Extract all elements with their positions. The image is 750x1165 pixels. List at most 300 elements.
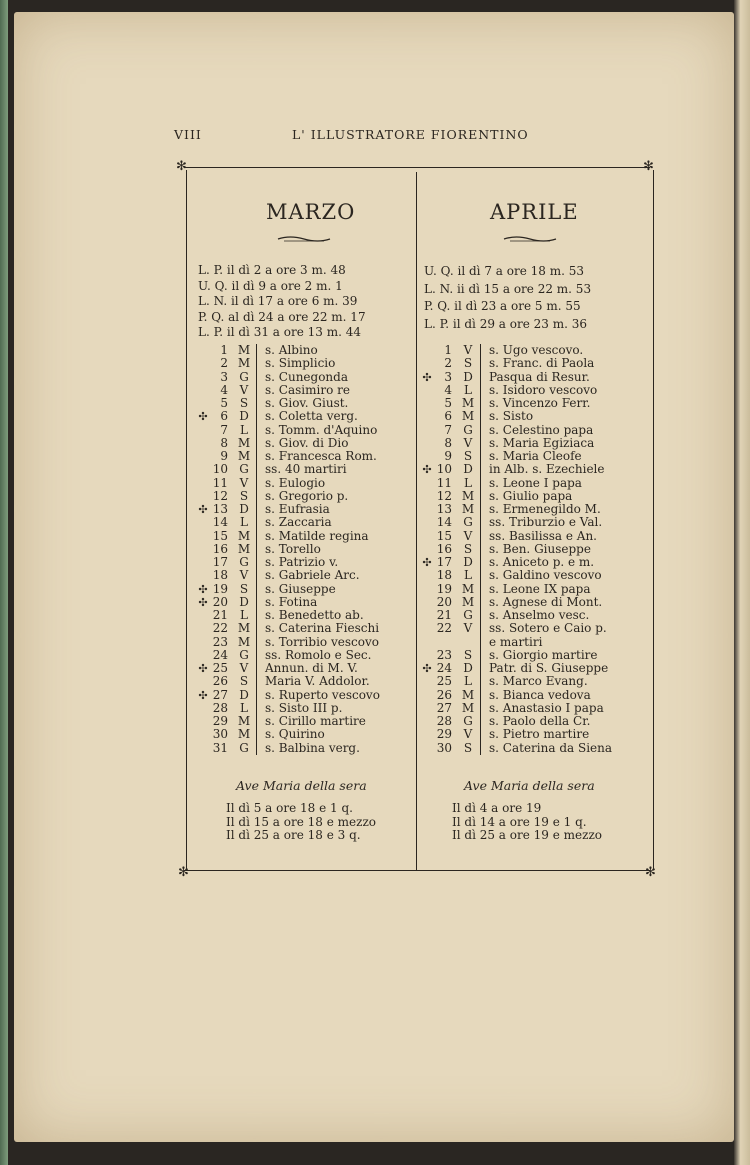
saint-name: s. Patrizio v. (257, 556, 380, 569)
weekday-letter: V (463, 435, 473, 450)
page-number: VIII (174, 127, 202, 142)
day-number: 21 (436, 608, 452, 622)
weekday-letter: S (239, 581, 249, 596)
weekday-letter: M (237, 356, 251, 371)
weekday-letter: L (240, 700, 248, 715)
day-number (436, 636, 456, 649)
frame-bottom-rule (184, 870, 650, 871)
saint-name: s. Vincenzo Ferr. (481, 397, 613, 410)
saint-name: Maria V. Addolor. (257, 675, 380, 688)
day-number: 5 (444, 396, 452, 410)
weekday-letter: D (239, 502, 249, 516)
saint-name: ss. Triburzio e Val. (481, 516, 613, 529)
day-number: 6 (444, 409, 452, 424)
moon-phase-line: L. N. ii dì 15 a ore 22 m. 53 (424, 281, 592, 296)
day-number: 21 (212, 608, 228, 622)
corner-ornament-br: ✻ (645, 865, 656, 880)
saint-name: ss. Sotero e Caio p. (481, 622, 613, 635)
calendar-row (418, 702, 612, 715)
calendar-row (418, 424, 612, 437)
weekday-letter: S (239, 396, 249, 410)
day-number: 19 (212, 581, 228, 596)
saint-name: s. Giulio papa (481, 490, 613, 503)
feast-mark (194, 675, 212, 688)
saint-name: s. Celestino papa (481, 424, 613, 437)
feast-mark (418, 583, 436, 596)
saint-name: s. Zaccaria (257, 516, 380, 529)
day-number: 2 (444, 356, 452, 371)
weekday-letter: S (463, 541, 473, 556)
weekday-letter: L (240, 608, 248, 622)
day-number: 11 (436, 475, 452, 490)
saint-name: s. Leone I papa (481, 477, 613, 490)
saint-name: s. Balbina verg. (257, 742, 380, 755)
frame-left-rule (186, 170, 187, 870)
saint-name: s. Anastasio I papa (481, 702, 613, 715)
day-number: 20 (436, 594, 452, 609)
day-number: 7 (444, 422, 452, 437)
day-number: 6 (220, 409, 228, 424)
saint-name: s. Tomm. d'Aquino (257, 424, 380, 437)
day-number: 8 (444, 435, 452, 450)
weekday-letter: M (461, 700, 475, 715)
day-number: 31 (212, 740, 228, 755)
day-number: 15 (436, 528, 452, 543)
calendar-row (194, 569, 380, 582)
ave-time-line: Il dì 5 a ore 18 e 1 q. (226, 801, 353, 815)
calendar-row (194, 437, 380, 450)
weekday-letter: M (461, 581, 475, 596)
weekday-letter: L (464, 674, 472, 689)
day-number: 29 (212, 714, 228, 728)
weekday-letter: S (463, 740, 473, 755)
feast-mark (418, 344, 436, 357)
weekday-letter: G (463, 422, 473, 437)
calendar-row (418, 543, 612, 556)
day-number: 16 (436, 541, 452, 556)
day-number: 15 (212, 528, 228, 543)
march-title: MARZO (266, 200, 356, 224)
weekday-letter: S (463, 449, 473, 463)
saint-name: s. Giov. Giust. (257, 397, 380, 410)
calendar-row (194, 530, 380, 543)
saint-name: s. Sisto III p. (257, 702, 380, 715)
weekday-letter: V (463, 727, 473, 742)
saint-name: s. Simplicio (257, 357, 380, 370)
day-number: 13 (436, 502, 452, 516)
day-number: 29 (436, 727, 452, 742)
day-number: 1 (220, 343, 228, 357)
weekday-letter: S (239, 488, 249, 503)
moon-phase-line: P. Q. al dì 24 a ore 22 m. 17 (198, 309, 366, 324)
calendar-row (194, 649, 380, 662)
feast-mark (194, 569, 212, 582)
saint-name: ss. Romolo e Sec. (257, 649, 380, 662)
day-number: 22 (436, 621, 452, 636)
weekday-letter: G (463, 515, 473, 530)
feast-mark (194, 384, 212, 397)
calendar-row (418, 556, 612, 569)
calendar-row (194, 410, 380, 423)
saint-name: s. Ugo vescovo. (481, 344, 613, 357)
saint-name: s. Eulogio (257, 477, 380, 490)
calendar-row (194, 490, 380, 503)
feast-mark (418, 702, 436, 715)
day-number: 18 (436, 568, 452, 583)
day-number: 4 (444, 382, 452, 397)
binding-edge (0, 0, 8, 1165)
feast-mark (418, 530, 436, 543)
feast-mark (194, 609, 212, 622)
saint-name: s. Torribio vescovo (257, 636, 380, 649)
corner-ornament-tr: ✻ (643, 159, 654, 174)
day-number: 3 (220, 369, 228, 384)
saint-name: s. Aniceto p. e m. (481, 556, 613, 569)
saint-name: s. Torello (257, 543, 380, 556)
day-number: 25 (212, 661, 228, 675)
weekday-letter: L (240, 515, 248, 530)
saint-name: s. Albino (257, 344, 380, 357)
feast-mark (418, 477, 436, 490)
saint-name: s. Giov. di Dio (257, 437, 380, 450)
moon-phase-line: P. Q. il dì 23 a ore 5 m. 55 (424, 299, 581, 313)
column-divider (416, 172, 417, 870)
feast-mark (194, 344, 212, 357)
feast-mark (194, 742, 212, 755)
saint-name: Annun. di M. V. (257, 662, 380, 675)
weekday-letter: D (239, 594, 249, 609)
day-number: 27 (436, 700, 452, 715)
saint-name: s. Gabriele Arc. (257, 569, 380, 582)
calendar-row (194, 662, 380, 675)
day-number: 30 (436, 740, 452, 755)
saint-name: s. Bianca vedova (481, 689, 613, 702)
calendar-row (194, 477, 380, 490)
calendar-row (418, 410, 612, 423)
day-number: 26 (212, 674, 228, 689)
saint-name: s. Ruperto vescovo (257, 689, 380, 702)
feast-mark (418, 516, 436, 529)
day-number: 20 (212, 594, 228, 609)
calendar-row (194, 609, 380, 622)
saint-name: s. Gregorio p. (257, 490, 380, 503)
day-number: 28 (436, 714, 452, 728)
saint-name: s. Leone IX papa (481, 583, 613, 596)
saint-name: s. Giorgio martire (481, 649, 613, 662)
feast-mark (418, 569, 436, 582)
day-number: 22 (212, 621, 228, 636)
weekday-letter: L (464, 475, 472, 490)
calendar-row (194, 702, 380, 715)
calendar-row (418, 463, 612, 476)
weekday-letter: D (463, 462, 473, 477)
weekday-letter: V (239, 661, 249, 675)
feast-mark (418, 622, 436, 635)
feast-mark (418, 543, 436, 556)
feast-mark (418, 609, 436, 622)
saint-name: s. Agnese di Mont. (481, 596, 613, 609)
feast-mark (194, 490, 212, 503)
feast-mark (194, 543, 212, 556)
feast-mark (418, 357, 436, 370)
feast-mark (418, 424, 436, 437)
saint-name: ss. 40 martiri (257, 463, 380, 476)
moon-phase-line: L. P. il dì 31 a ore 13 m. 44 (198, 325, 361, 339)
march-moon-phases (198, 263, 366, 341)
calendar-row (418, 569, 612, 582)
saint-name: s. Paolo della Cr. (481, 715, 613, 728)
day-number: 25 (436, 674, 452, 689)
march-ave-times (226, 802, 376, 843)
calendar-row (418, 609, 612, 622)
feast-mark (418, 675, 436, 688)
saint-name: s. Fotina (257, 596, 380, 609)
ave-time-line: Il dì 15 a ore 18 e mezzo (226, 814, 377, 829)
feast-mark (194, 649, 212, 662)
feast-mark (418, 450, 436, 463)
weekday-letter: M (237, 621, 251, 636)
saint-name: s. Sisto (481, 410, 613, 423)
saint-name: s. Cunegonda (257, 371, 380, 384)
april-ave-times (452, 802, 602, 843)
calendar-row (418, 384, 612, 397)
feast-mark (194, 702, 212, 715)
saint-name: s. Pietro martire (481, 728, 613, 741)
calendar-row (194, 596, 380, 609)
calendar-row (418, 503, 612, 516)
day-number: 3 (444, 369, 452, 384)
april-moon-phases (424, 263, 591, 333)
saint-name: s. Maria Egiziaca (481, 437, 613, 450)
weekday-letter (456, 636, 481, 649)
saint-name: s. Anselmo vesc. (481, 609, 613, 622)
weekday-letter: M (237, 435, 251, 450)
day-number: 23 (212, 634, 228, 649)
corner-ornament-bl: ✻ (178, 865, 189, 880)
day-number: 12 (212, 488, 228, 503)
day-number: 26 (436, 687, 452, 702)
weekday-letter: S (463, 356, 473, 371)
calendar-row (418, 344, 612, 357)
weekday-letter: M (237, 727, 251, 742)
day-number: 10 (212, 462, 228, 477)
weekday-letter: S (463, 647, 473, 662)
calendar-row (194, 384, 380, 397)
feast-mark (194, 622, 212, 635)
feast-mark (418, 596, 436, 609)
ave-time-line: Il dì 14 a ore 19 e 1 q. (452, 814, 587, 829)
moon-phase-line: L. P. il dì 29 a ore 23 m. 36 (424, 316, 587, 331)
feast-mark (418, 397, 436, 410)
weekday-letter: V (463, 343, 473, 357)
corner-ornament-tl: ✻ (176, 159, 187, 174)
moon-phase-line: U. Q. il dì 7 a ore 18 m. 53 (424, 264, 584, 278)
day-number: 17 (436, 555, 452, 569)
day-number: 5 (220, 396, 228, 410)
ave-time-line: Il dì 4 a ore 19 (452, 801, 542, 815)
march-calendar (194, 344, 380, 755)
feast-mark (194, 556, 212, 569)
moon-phase-line: U. Q. il dì 9 a ore 2 m. 1 (198, 278, 343, 293)
feast-mark (418, 503, 436, 516)
saint-name: s. Maria Cleofe (481, 450, 613, 463)
weekday-letter: V (239, 475, 249, 490)
day-number: 1 (444, 343, 452, 357)
weekday-letter: M (237, 541, 251, 556)
day-number: 14 (436, 515, 452, 530)
feast-mark (194, 463, 212, 476)
calendar-row (194, 636, 380, 649)
feast-mark (418, 715, 436, 728)
calendar-row (418, 636, 612, 649)
saint-name: s. Coletta verg. (257, 410, 380, 423)
calendar-row (194, 583, 380, 596)
saint-name: s. Franc. di Paola (481, 357, 613, 370)
calendar-row (194, 742, 380, 755)
day-number: 7 (220, 422, 228, 437)
saint-name: s. Cirillo martire (257, 715, 380, 728)
day-number: 23 (436, 647, 452, 662)
calendar-row (194, 450, 380, 463)
april-ave-title: Ave Maria della sera (464, 778, 595, 793)
feast-mark (194, 437, 212, 450)
feast-mark (194, 477, 212, 490)
weekday-letter: M (237, 343, 251, 357)
feast-mark (418, 437, 436, 450)
calendar-row (194, 543, 380, 556)
saint-name: s. Giuseppe (257, 583, 380, 596)
weekday-letter: D (239, 409, 249, 424)
calendar-row (418, 622, 612, 635)
feast-mark (418, 689, 436, 702)
weekday-letter: M (237, 528, 251, 543)
calendar-row (194, 556, 380, 569)
moon-phase-line: L. P. il dì 2 a ore 3 m. 48 (198, 263, 346, 277)
weekday-letter: M (461, 396, 475, 410)
running-header (174, 127, 534, 145)
calendar-row (194, 463, 380, 476)
calendar-row (418, 516, 612, 529)
weekday-letter: D (463, 661, 473, 675)
feast-mark (418, 490, 436, 503)
day-number: 9 (220, 449, 228, 463)
calendar-row (418, 728, 612, 741)
feast-mark: ✣ (422, 556, 432, 569)
feast-mark (194, 450, 212, 463)
feast-mark: ✣ (422, 463, 432, 477)
feast-mark (194, 397, 212, 410)
day-number: 14 (212, 515, 228, 530)
weekday-letter: D (463, 369, 473, 384)
day-number: 2 (220, 356, 228, 371)
day-number: 13 (212, 502, 228, 516)
day-number: 11 (212, 475, 228, 490)
feast-mark: ✣ (198, 595, 208, 609)
calendar-row (194, 689, 380, 702)
calendar-row (418, 490, 612, 503)
feast-mark: ✣ (198, 410, 208, 424)
day-number: 27 (212, 687, 228, 702)
saint-name: s. Casimiro re (257, 384, 380, 397)
feast-mark (194, 371, 212, 384)
day-number: 8 (220, 435, 228, 450)
feast-mark (194, 715, 212, 728)
saint-name: Patr. di S. Giuseppe (481, 662, 613, 675)
weekday-letter: G (239, 647, 249, 662)
feast-mark (418, 649, 436, 662)
weekday-letter: G (463, 608, 473, 622)
weekday-letter: M (461, 687, 475, 702)
calendar-row (418, 371, 612, 384)
weekday-letter: G (239, 462, 249, 477)
calendar-row (194, 357, 380, 370)
calendar-row (194, 371, 380, 384)
frame-right-rule (653, 170, 654, 870)
weekday-letter: S (239, 674, 249, 689)
running-title: L' ILLUSTRATORE FIORENTINO (292, 127, 529, 142)
ave-time-line: Il dì 25 a ore 19 e mezzo (452, 828, 603, 842)
weekday-letter: M (461, 594, 475, 609)
weekday-letter: M (237, 449, 251, 463)
page-edge (734, 0, 750, 1165)
day-number: 24 (212, 647, 228, 662)
saint-name: Pasqua di Resur. (481, 371, 613, 384)
calendar-row (418, 715, 612, 728)
feast-mark (194, 530, 212, 543)
march-title-flourish (276, 234, 332, 244)
saint-name: s. Benedetto ab. (257, 609, 380, 622)
feast-mark (194, 728, 212, 741)
day-number: 30 (212, 727, 228, 742)
saint-name: s. Marco Evang. (481, 675, 613, 688)
calendar-row (194, 715, 380, 728)
feast-mark (418, 384, 436, 397)
calendar-row (194, 728, 380, 741)
weekday-letter: L (464, 568, 472, 583)
saint-name: in Alb. s. Ezechiele (481, 463, 613, 476)
weekday-letter: M (237, 634, 251, 649)
saint-name: s. Ermenegildo M. (481, 503, 613, 516)
calendar-row (194, 503, 380, 516)
feast-mark: ✣ (422, 370, 432, 384)
ave-time-line: Il dì 25 a ore 18 e 3 q. (226, 828, 361, 842)
day-number: 16 (212, 541, 228, 556)
weekday-letter: M (461, 488, 475, 503)
weekday-letter: G (239, 369, 249, 384)
saint-name: e martiri (481, 636, 613, 649)
april-title-flourish (502, 234, 558, 244)
feast-mark (194, 424, 212, 437)
march-ave-title: Ave Maria della sera (236, 778, 367, 793)
day-number: 17 (212, 555, 228, 569)
saint-name: s. Francesca Rom. (257, 450, 380, 463)
moon-phase-line: L. N. il dì 17 a ore 6 m. 39 (198, 294, 358, 308)
calendar-row (194, 344, 380, 357)
day-number: 10 (436, 462, 452, 477)
saint-name: s. Caterina da Siena (481, 742, 613, 755)
weekday-letter: L (240, 422, 248, 437)
april-title: APRILE (490, 200, 579, 224)
feast-mark: ✣ (198, 582, 208, 596)
day-number: 28 (212, 700, 228, 715)
calendar-row (418, 649, 612, 662)
april-calendar (418, 344, 612, 755)
feast-mark: ✣ (198, 662, 208, 675)
calendar-row (418, 397, 612, 410)
day-number: 12 (436, 488, 452, 503)
feast-mark: ✣ (198, 688, 208, 702)
calendar-row (194, 424, 380, 437)
